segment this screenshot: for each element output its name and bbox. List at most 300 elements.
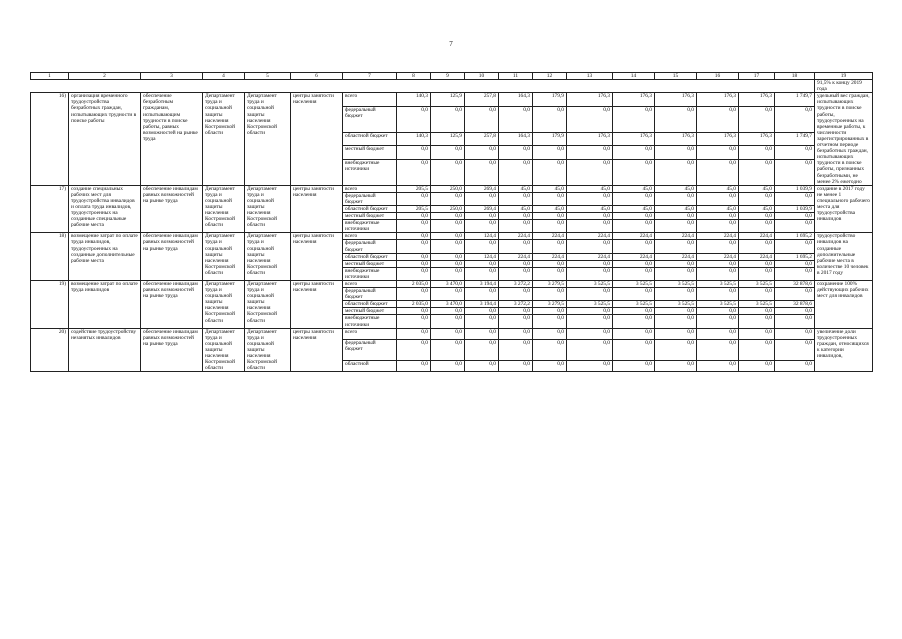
amount-cell: 0,0	[499, 240, 533, 253]
amount-cell: 0,0	[533, 192, 567, 205]
amount-cell: 0,0	[499, 315, 533, 328]
amount-cell: 205,5	[397, 205, 431, 212]
amount-cell: 224,4	[567, 233, 613, 240]
amount-cell: 0,0	[431, 146, 465, 160]
table-row	[31, 281, 873, 288]
amount-cell: 0,0	[775, 328, 815, 339]
funding-source: всего	[343, 185, 397, 192]
responsible-executor: Департамент труда и социальной защиты населения Костромской области	[203, 93, 245, 185]
funding-source: федеральный бюджет	[343, 240, 397, 253]
co-executor: Департамент труда и социальной защиты населения Костромской области	[245, 185, 291, 233]
co-executor: Департамент труда и социальной защиты населения Костромской области	[245, 233, 291, 281]
amount-cell: 0,0	[533, 288, 567, 301]
column-number-cell: 4	[203, 73, 245, 80]
amount-cell: 0,0	[697, 220, 739, 233]
measure-goal: обеспечение инвалидам равных возможностей на рынке труда	[141, 185, 203, 233]
funding-source: всего	[343, 93, 397, 107]
amount-cell: 0,0	[739, 267, 775, 280]
amount-cell: 0,0	[533, 160, 567, 186]
amount-cell: 0,0	[697, 288, 739, 301]
amount-cell: 0,0	[567, 267, 613, 280]
amount-cell: 0,0	[697, 308, 739, 315]
amount-cell: 0,0	[567, 288, 613, 301]
amount-cell: 0,0	[397, 213, 431, 220]
amount-cell: 176,3	[739, 132, 775, 146]
funding-source: областной бюджет	[343, 205, 397, 212]
amount-cell: 0,0	[499, 267, 533, 280]
amount-cell: 0,0	[397, 220, 431, 233]
funding-source: областной бюджет	[343, 301, 397, 308]
amount-cell: 0,0	[499, 107, 533, 133]
amount-cell: 0,0	[499, 308, 533, 315]
amount-cell: 45,0	[567, 185, 613, 192]
amount-cell: 0,0	[697, 160, 739, 186]
column-number-cell: 11	[499, 73, 533, 80]
row-number: 16)	[31, 93, 69, 185]
amount-cell: 0,0	[655, 192, 697, 205]
amount-cell: 0,0	[739, 240, 775, 253]
amount-cell: 0,0	[431, 107, 465, 133]
amount-cell: 257,8	[465, 93, 499, 107]
amount-cell: 0,0	[775, 146, 815, 160]
expected-result: сохранение 100% действующих рабочих мест для инвалидов	[815, 281, 873, 329]
amount-cell: 0,0	[567, 360, 613, 371]
amount-cell: 0,0	[775, 107, 815, 133]
participant: центры занятости населения	[291, 185, 343, 233]
amount-cell: 0,0	[431, 328, 465, 339]
amount-cell: 124,4	[465, 253, 499, 260]
amount-cell: 0,0	[775, 315, 815, 328]
amount-cell: 0,0	[613, 192, 655, 205]
amount-cell: 0,0	[465, 308, 499, 315]
amount-cell: 0,0	[431, 260, 465, 267]
column-number-cell: 19	[815, 73, 873, 80]
amount-cell: 0,0	[431, 220, 465, 233]
measure-name: создание специальных рабочих мест для трудоустройства инвалидов и оплата труда инвалидов, трудоустроенных на созданные специальные рабочие места	[69, 185, 141, 233]
page-number: 7	[449, 40, 453, 48]
amount-cell: 0,0	[397, 260, 431, 267]
funding-source: внебюджетные источники	[343, 220, 397, 233]
participant: центры занятости населения	[291, 281, 343, 329]
amount-cell: 0,0	[567, 315, 613, 328]
amount-cell: 164,3	[499, 93, 533, 107]
amount-cell: 0,0	[775, 213, 815, 220]
amount-cell: 3 525,5	[739, 301, 775, 308]
amount-cell: 257,8	[465, 132, 499, 146]
amount-cell: 45,0	[613, 185, 655, 192]
measure-name: содействие трудоустройству незанятых инвалидов	[69, 328, 141, 372]
amount-cell: 0,0	[499, 360, 533, 371]
amount-cell: 0,0	[567, 308, 613, 315]
amount-cell: 0,0	[397, 328, 431, 339]
amount-cell: 0,0	[397, 288, 431, 301]
column-number-cell: 12	[533, 73, 567, 80]
column-number-row	[31, 73, 873, 80]
amount-cell: 0,0	[431, 160, 465, 186]
expected-result: создание в 2017 году не менее 1 специального рабочего места для трудоустройства инвалидов	[815, 185, 873, 233]
amount-cell: 0,0	[397, 308, 431, 315]
amount-cell: 3 279,5	[533, 301, 567, 308]
amount-cell: 0,0	[499, 220, 533, 233]
amount-cell: 45,0	[533, 185, 567, 192]
amount-cell: 0,0	[739, 107, 775, 133]
amount-cell: 125,9	[431, 93, 465, 107]
measure-name: возмещение затрат по оплате труда инвалидов, трудоустроенных на созданные дополнительные рабочие места	[69, 233, 141, 281]
co-executor: Департамент труда и социальной защиты населения Костромской области	[245, 281, 291, 329]
amount-cell: 45,0	[655, 205, 697, 212]
amount-cell: 0,0	[655, 328, 697, 339]
amount-cell: 0,0	[697, 213, 739, 220]
amount-cell: 0,0	[465, 328, 499, 339]
amount-cell: 0,0	[567, 260, 613, 267]
amount-cell: 1 039,9	[775, 205, 815, 212]
amount-cell: 0,0	[697, 328, 739, 339]
amount-cell: 0,0	[397, 315, 431, 328]
amount-cell: 250,0	[431, 185, 465, 192]
amount-cell: 0,0	[613, 160, 655, 186]
amount-cell: 0,0	[567, 146, 613, 160]
amount-cell: 0,0	[533, 220, 567, 233]
amount-cell: 0,0	[775, 192, 815, 205]
amount-cell: 0,0	[567, 328, 613, 339]
amount-cell: 0,0	[431, 315, 465, 328]
amount-cell: 125,9	[431, 132, 465, 146]
amount-cell: 0,0	[465, 213, 499, 220]
amount-cell: 179,9	[533, 93, 567, 107]
amount-cell: 3 525,5	[613, 281, 655, 288]
amount-cell: 0,0	[533, 308, 567, 315]
amount-cell: 0,0	[567, 107, 613, 133]
row-number: 19)	[31, 281, 69, 329]
amount-cell: 0,0	[655, 308, 697, 315]
measure-goal: обеспечение инвалидам равных возможностей на рынке труда	[141, 281, 203, 329]
column-number-cell: 5	[245, 73, 291, 80]
column-number-cell: 9	[431, 73, 465, 80]
funding-source: местный бюджет	[343, 260, 397, 267]
column-number-cell: 16	[697, 73, 739, 80]
amount-cell: 0,0	[431, 339, 465, 360]
amount-cell: 224,4	[697, 253, 739, 260]
amount-cell: 32 878,6	[775, 281, 815, 288]
amount-cell: 0,0	[567, 339, 613, 360]
amount-cell: 3 194,4	[465, 301, 499, 308]
amount-cell: 0,0	[397, 160, 431, 186]
column-number-cell: 6	[291, 73, 343, 80]
amount-cell: 0,0	[697, 339, 739, 360]
amount-cell: 1 749,7	[775, 93, 815, 107]
amount-cell: 224,4	[655, 233, 697, 240]
amount-cell: 0,0	[613, 220, 655, 233]
amount-cell: 0,0	[533, 328, 567, 339]
amount-cell: 0,0	[613, 260, 655, 267]
amount-cell: 3 272,2	[499, 281, 533, 288]
amount-cell: 0,0	[697, 107, 739, 133]
amount-cell: 3 272,2	[499, 301, 533, 308]
amount-cell: 3 525,5	[613, 301, 655, 308]
funding-source: всего	[343, 233, 397, 240]
amount-cell: 0,0	[431, 192, 465, 205]
amount-cell: 269,4	[465, 205, 499, 212]
amount-cell: 0,0	[465, 360, 499, 371]
amount-cell: 3 525,5	[655, 301, 697, 308]
amount-cell: 0,0	[655, 107, 697, 133]
amount-cell: 45,0	[499, 205, 533, 212]
amount-cell: 0,0	[775, 160, 815, 186]
amount-cell: 176,3	[697, 93, 739, 107]
amount-cell: 0,0	[775, 339, 815, 360]
amount-cell: 0,0	[431, 288, 465, 301]
funding-source: местный бюджет	[343, 213, 397, 220]
amount-cell: 45,0	[499, 185, 533, 192]
amount-cell: 0,0	[775, 308, 815, 315]
amount-cell: 3 279,5	[533, 281, 567, 288]
funding-source: федеральный бюджет	[343, 192, 397, 205]
responsible-executor: Департамент труда и социальной защиты населения Костромской области	[203, 185, 245, 233]
amount-cell: 0,0	[739, 360, 775, 371]
amount-cell: 0,0	[655, 220, 697, 233]
amount-cell: 0,0	[739, 220, 775, 233]
amount-cell: 205,5	[397, 185, 431, 192]
amount-cell: 0,0	[613, 315, 655, 328]
amount-cell: 0,0	[775, 260, 815, 267]
amount-cell: 0,0	[775, 220, 815, 233]
amount-cell: 0,0	[775, 267, 815, 280]
amount-cell: 0,0	[613, 328, 655, 339]
amount-cell: 0,0	[465, 339, 499, 360]
amount-cell: 176,3	[697, 132, 739, 146]
column-number-cell: 1	[31, 73, 69, 80]
responsible-executor: Департамент труда и социальной защиты населения Костромской области	[203, 328, 245, 372]
amount-cell: 224,4	[499, 233, 533, 240]
amount-cell: 0,0	[613, 339, 655, 360]
amount-cell: 0,0	[739, 315, 775, 328]
amount-cell: 0,0	[533, 339, 567, 360]
amount-cell: 0,0	[499, 213, 533, 220]
funding-source: внебюджетные источники	[343, 315, 397, 328]
amount-cell: 224,4	[655, 253, 697, 260]
amount-cell: 0,0	[739, 288, 775, 301]
amount-cell: 124,4	[465, 233, 499, 240]
amount-cell: 3 525,5	[739, 281, 775, 288]
row-number: 18)	[31, 233, 69, 281]
amount-cell: 0,0	[465, 315, 499, 328]
column-number-cell: 7	[343, 73, 397, 80]
table-row	[31, 185, 873, 192]
amount-cell: 0,0	[567, 213, 613, 220]
amount-cell: 0,0	[697, 267, 739, 280]
amount-cell: 0,0	[613, 308, 655, 315]
funding-source: всего	[343, 328, 397, 339]
amount-cell: 0,0	[465, 260, 499, 267]
amount-cell: 0,0	[397, 107, 431, 133]
amount-cell: 0,0	[613, 213, 655, 220]
amount-cell: 0,0	[499, 192, 533, 205]
amount-cell: 45,0	[697, 205, 739, 212]
amount-cell: 0,0	[465, 240, 499, 253]
co-executor: Департамент труда и социальной защиты населения Костромской области	[245, 93, 291, 185]
row-number: 17)	[31, 185, 69, 233]
amount-cell: 0,0	[655, 339, 697, 360]
amount-cell: 0,0	[465, 288, 499, 301]
amount-cell: 0,0	[775, 240, 815, 253]
amount-cell: 0,0	[397, 146, 431, 160]
carryover-blank	[31, 80, 815, 93]
amount-cell: 3 525,5	[697, 301, 739, 308]
amount-cell: 176,3	[613, 93, 655, 107]
expected-result: увеличение доли трудоустроенных граждан, относящихся к категории инвалидов,	[815, 328, 873, 372]
amount-cell: 0,0	[431, 240, 465, 253]
column-number-cell: 14	[613, 73, 655, 80]
carryover-row	[31, 80, 873, 93]
amount-cell: 0,0	[397, 267, 431, 280]
amount-cell: 0,0	[697, 146, 739, 160]
amount-cell: 45,0	[739, 205, 775, 212]
amount-cell: 0,0	[397, 240, 431, 253]
amount-cell: 32 878,6	[775, 301, 815, 308]
measure-goal: обеспечение инвалидам равных возможностей на рынке труда	[141, 233, 203, 281]
amount-cell: 0,0	[567, 240, 613, 253]
amount-cell: 0,0	[655, 360, 697, 371]
amount-cell: 0,0	[697, 240, 739, 253]
funding-source: федеральный бюджет	[343, 107, 397, 133]
amount-cell: 0,0	[499, 146, 533, 160]
amount-cell: 0,0	[739, 146, 775, 160]
co-executor: Департамент труда и социальной защиты населения Костромской области	[245, 328, 291, 372]
table-row	[31, 93, 873, 107]
funding-source: всего	[343, 281, 397, 288]
column-number-cell: 17	[739, 73, 775, 80]
amount-cell: 164,3	[499, 132, 533, 146]
amount-cell: 0,0	[739, 192, 775, 205]
responsible-executor: Департамент труда и социальной защиты населения Костромской области	[203, 233, 245, 281]
amount-cell: 0,0	[613, 267, 655, 280]
funding-source: федеральный бюджет	[343, 288, 397, 301]
amount-cell: 0,0	[431, 308, 465, 315]
column-number-cell: 3	[141, 73, 203, 80]
amount-cell: 250,0	[431, 205, 465, 212]
amount-cell: 3 525,5	[567, 301, 613, 308]
amount-cell: 0,0	[655, 260, 697, 267]
amount-cell: 224,4	[613, 253, 655, 260]
amount-cell: 0,0	[499, 260, 533, 267]
amount-cell: 0,0	[613, 146, 655, 160]
participant: центры занятости населения	[291, 93, 343, 185]
amount-cell: 176,3	[655, 93, 697, 107]
amount-cell: 0,0	[465, 267, 499, 280]
amount-cell: 224,4	[533, 253, 567, 260]
amount-cell: 0,0	[397, 253, 431, 260]
amount-cell: 224,4	[613, 233, 655, 240]
amount-cell: 45,0	[613, 205, 655, 212]
amount-cell: 0,0	[567, 160, 613, 186]
amount-cell: 3 470,0	[431, 301, 465, 308]
amount-cell: 0,0	[655, 213, 697, 220]
amount-cell: 0,0	[431, 253, 465, 260]
amount-cell: 224,4	[499, 253, 533, 260]
amount-cell: 0,0	[533, 260, 567, 267]
amount-cell: 1 039,9	[775, 185, 815, 192]
funding-source: областной бюджет	[343, 253, 397, 260]
amount-cell: 0,0	[533, 360, 567, 371]
amount-cell: 1 749,7	[775, 132, 815, 146]
amount-cell: 0,0	[739, 308, 775, 315]
column-number-cell: 15	[655, 73, 697, 80]
amount-cell: 0,0	[697, 192, 739, 205]
amount-cell: 3 525,5	[655, 281, 697, 288]
carryover-result: 91,5% к концу 2019 года	[815, 80, 873, 93]
amount-cell: 224,4	[533, 233, 567, 240]
funding-source: внебюджетные источники	[343, 267, 397, 280]
amount-cell: 1 695,2	[775, 233, 815, 240]
amount-cell: 3 470,0	[431, 281, 465, 288]
amount-cell: 0,0	[397, 360, 431, 371]
amount-cell: 176,3	[739, 93, 775, 107]
amount-cell: 3 525,5	[697, 281, 739, 288]
amount-cell: 179,9	[533, 132, 567, 146]
amount-cell: 0,0	[697, 315, 739, 328]
column-number-cell: 18	[775, 73, 815, 80]
amount-cell: 0,0	[465, 146, 499, 160]
amount-cell: 45,0	[567, 205, 613, 212]
amount-cell: 0,0	[431, 360, 465, 371]
participant: центры занятости населения	[291, 233, 343, 281]
amount-cell: 0,0	[533, 107, 567, 133]
amount-cell: 0,0	[397, 233, 431, 240]
amount-cell: 45,0	[697, 185, 739, 192]
amount-cell: 0,0	[613, 107, 655, 133]
amount-cell: 2 035,0	[397, 281, 431, 288]
amount-cell: 3 525,5	[567, 281, 613, 288]
amount-cell: 0,0	[739, 160, 775, 186]
amount-cell: 0,0	[613, 240, 655, 253]
amount-cell: 2 035,0	[397, 301, 431, 308]
column-number-cell: 13	[567, 73, 613, 80]
funding-source: федеральный бюджет	[343, 339, 397, 360]
amount-cell: 0,0	[655, 315, 697, 328]
amount-cell: 0,0	[431, 267, 465, 280]
expected-result: удельный вес граждан, испытывающих трудности в поиске работы, трудоустроенных на временные работы, к численности зарегистрированных в отчетном периоде безработных граждан, испытывающих трудности в поиске работы, признанных безработными, не менее 2% ежегодно	[815, 93, 873, 185]
amount-cell: 0,0	[697, 260, 739, 267]
amount-cell: 0,0	[739, 339, 775, 360]
amount-cell: 0,0	[739, 213, 775, 220]
amount-cell: 176,3	[613, 132, 655, 146]
amount-cell: 0,0	[655, 146, 697, 160]
amount-cell: 269,4	[465, 185, 499, 192]
amount-cell: 0,0	[499, 160, 533, 186]
participant: центры занятости населения	[291, 328, 343, 372]
funding-source: областной бюджет	[343, 132, 397, 146]
amount-cell: 140,3	[397, 93, 431, 107]
amount-cell: 0,0	[775, 360, 815, 371]
amount-cell: 0,0	[739, 328, 775, 339]
measure-goal: обеспечение безработным гражданам, испытывающим трудности в поиске работы, равных возможностей на рынке труда	[141, 93, 203, 185]
amount-cell: 140,3	[397, 132, 431, 146]
amount-cell: 0,0	[499, 328, 533, 339]
amount-cell: 0,0	[465, 107, 499, 133]
amount-cell: 0,0	[397, 339, 431, 360]
amount-cell: 0,0	[655, 288, 697, 301]
amount-cell: 0,0	[397, 192, 431, 205]
amount-cell: 0,0	[655, 267, 697, 280]
amount-cell: 0,0	[655, 160, 697, 186]
amount-cell: 0,0	[533, 240, 567, 253]
funding-source: местный бюджет	[343, 146, 397, 160]
measure-name: возмещение затрат по оплате труда инвалидов	[69, 281, 141, 329]
amount-cell: 0,0	[431, 213, 465, 220]
amount-cell: 224,4	[739, 253, 775, 260]
amount-cell: 0,0	[465, 192, 499, 205]
amount-cell: 0,0	[499, 339, 533, 360]
